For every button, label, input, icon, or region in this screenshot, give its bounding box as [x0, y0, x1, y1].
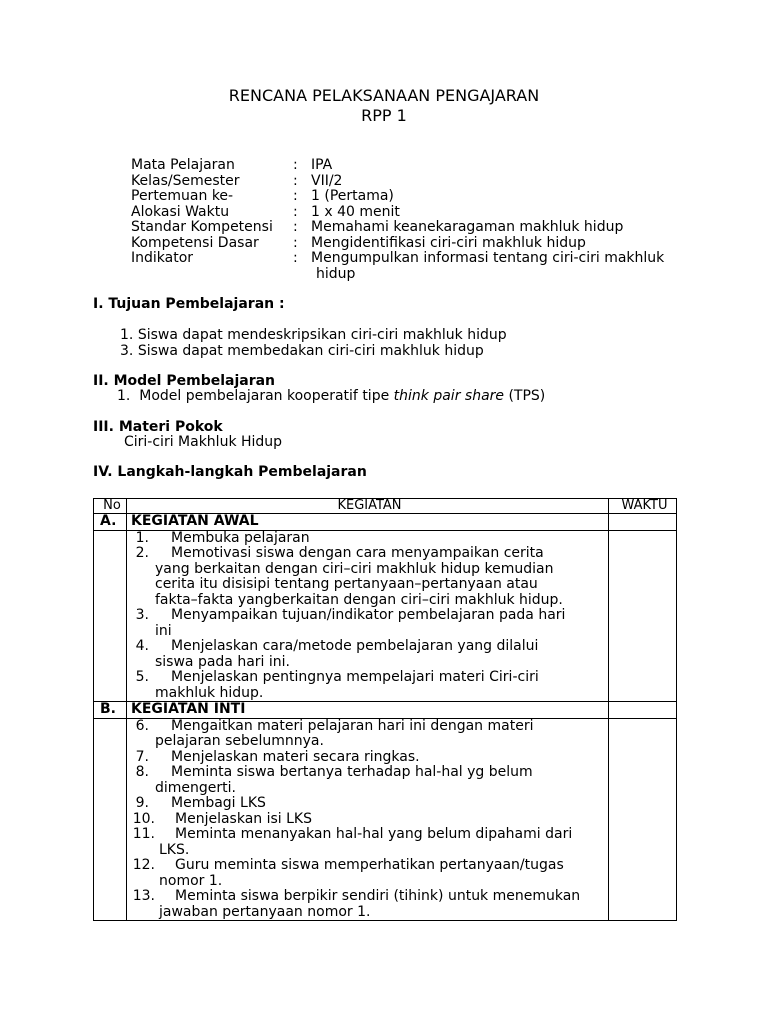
list-number: 11. [132, 826, 155, 842]
info-colon: : [293, 203, 298, 220]
list-text-line: cerita itu disisipi tentang pertanyaan–pertanyaan atau [155, 576, 538, 592]
list-text [159, 812, 608, 828]
section-heading-model: II. Model Pembelajaran [93, 373, 276, 389]
header-waktu: WAKTU [609, 499, 677, 514]
list-text: Siswa dapat membedakan ciri-ciri makhluk hidup [137, 343, 484, 359]
section-heading-tujuan: I. Tujuan Pembelajaran : [93, 296, 285, 312]
table-row [94, 702, 677, 719]
info-colon: : [293, 188, 298, 204]
list-text [155, 719, 608, 750]
list-number: 7. [135, 748, 149, 765]
list-item [131, 531, 608, 547]
info-row [131, 251, 671, 282]
row-waktu [609, 702, 677, 719]
list-text [155, 670, 608, 701]
materi-text: Ciri-ciri Makhluk Hidup [124, 434, 283, 450]
list-item [120, 328, 507, 344]
list-item [131, 670, 608, 701]
document-subtitle: RPP 1 [361, 106, 407, 125]
list-item [131, 546, 608, 608]
list-item [120, 344, 484, 360]
list-text-line: Meminta siswa berpikir sendiri (tihink) untuk menemukan [175, 888, 581, 904]
row-no [94, 718, 127, 921]
list-text-line: Guru meminta siswa memperhatikan pertanyaan/tugas [175, 857, 564, 873]
info-colon: : [293, 219, 298, 235]
table-row [94, 718, 677, 921]
list-text [155, 546, 608, 608]
list-text-italic: think pair share [393, 388, 505, 404]
list-number: 12. [132, 857, 155, 873]
info-key: Kelas/Semester [131, 172, 240, 189]
list-text [159, 858, 608, 889]
row-no [94, 530, 127, 702]
list-text [159, 889, 608, 920]
list-text-line: Meminta siswa bertanya terhadap hal-hal yg belum [171, 764, 533, 780]
info-colon: : [293, 250, 298, 266]
activity-list [127, 530, 609, 702]
list-number: 8. [135, 764, 149, 780]
list-text-line: nomor 1. [159, 872, 223, 889]
list-text: Siswa dapat mendeskripsikan ciri-ciri makhluk hidup [137, 327, 507, 343]
list-text-line: makhluk hidup. [155, 684, 264, 701]
info-value: 1 x 40 menit [311, 203, 400, 220]
list-text [155, 796, 608, 812]
activity-table [93, 498, 677, 921]
info-value: 1 (Pertama) [311, 188, 394, 204]
table-header-row [94, 499, 677, 514]
list-text-line: yang berkaitan dengan ciri–ciri makhluk hidup kemudian [155, 560, 554, 577]
list-text [155, 639, 608, 670]
row-section-title: KEGIATAN INTI [127, 702, 609, 719]
list-item [117, 389, 545, 405]
list-item [131, 719, 608, 750]
row-no: A. [94, 514, 127, 531]
row-waktu [609, 514, 677, 531]
list-number: 13. [132, 888, 155, 904]
list-text-line: fakta–fakta yangberkaitan dengan ciri–ciri makhluk hidup. [155, 591, 563, 608]
info-value-line: Mengumpulkan informasi tentang ciri-ciri makhluk [311, 250, 665, 266]
list-number: 1. [120, 327, 134, 343]
list-text: (TPS) [504, 388, 546, 404]
list-text [155, 531, 608, 547]
row-section-title: KEGIATAN AWAL [127, 514, 609, 531]
info-colon: : [293, 234, 298, 251]
info-row [131, 220, 671, 236]
info-value: VII/2 [311, 172, 343, 189]
list-text-line: Mengaitkan materi pelajaran hari ini dengan materi [171, 717, 534, 734]
info-key: Standar Kompetensi [131, 219, 273, 235]
row-waktu [609, 530, 677, 702]
list-text-line: siswa pada hari ini. [155, 653, 290, 670]
info-value: Memahami keanekaragaman makhluk hidup [311, 219, 624, 235]
list-text-line: pelajaran sebelumnnya. [155, 733, 324, 749]
list-number: 10. [132, 810, 155, 827]
list-number: 6. [135, 717, 149, 734]
list-text-line: dimengerti. [155, 779, 236, 796]
table-row [94, 530, 677, 702]
list-text-line: Menjelaskan materi secara ringkas. [171, 748, 420, 765]
info-key: Mata Pelajaran [131, 157, 235, 173]
list-text [155, 608, 608, 639]
list-item [131, 608, 608, 639]
list-item [131, 812, 608, 828]
list-item [131, 750, 608, 766]
info-row [131, 189, 671, 205]
list-number: 1. [117, 388, 131, 404]
list-item [131, 796, 608, 812]
list-number: 9. [135, 795, 149, 811]
list-item [131, 639, 608, 670]
list-text-line: Memotivasi siswa dengan cara menyampaikan cerita [171, 545, 544, 561]
list-number: 4. [135, 638, 149, 654]
list-text-line: Membuka pelajaran [171, 529, 310, 546]
row-no: B. [94, 702, 127, 719]
info-value-line: hidup [316, 265, 356, 282]
section-heading-langkah: IV. Langkah-langkah Pembelajaran [93, 464, 367, 480]
list-text-line: ini [155, 622, 172, 639]
info-key: Alokasi Waktu [131, 203, 230, 220]
info-value: IPA [311, 157, 333, 173]
table-row [94, 514, 677, 531]
info-row [131, 158, 671, 174]
list-text-line: jawaban pertanyaan nomor 1. [159, 903, 371, 920]
header-kegiatan: KEGIATAN [127, 499, 609, 514]
info-key: Indikator [131, 250, 194, 266]
info-key: Pertemuan ke- [131, 188, 234, 204]
header-no: No [94, 499, 127, 514]
list-text: Model pembelajaran kooperatif tipe [139, 388, 394, 404]
info-row [131, 174, 671, 190]
list-text-line: Menyampaikan tujuan/indikator pembelajaran pada hari [171, 607, 566, 623]
list-number: 3. [135, 607, 149, 623]
list-text-line: Menjelaskan pentingnya mempelajari materi Ciri-ciri [171, 669, 539, 685]
list-text-line: Menjelaskan cara/metode pembelajaran yang dilalui [171, 638, 539, 654]
info-colon: : [293, 172, 298, 189]
info-colon: : [293, 157, 298, 173]
info-key: Kompetensi Dasar [131, 234, 259, 251]
list-number: 1. [135, 529, 149, 546]
list-text [159, 827, 608, 858]
list-item [131, 827, 608, 858]
list-item [131, 858, 608, 889]
list-text-line: Meminta menanyakan hal-hal yang belum dipahami dari [175, 826, 573, 842]
row-waktu [609, 718, 677, 921]
identity-info [131, 158, 671, 282]
list-item [131, 889, 608, 920]
list-text-line: Menjelaskan isi LKS [175, 810, 312, 827]
list-text-line: LKS. [159, 841, 190, 858]
section-heading-materi: III. Materi Pokok [93, 419, 223, 435]
list-text-line: Membagi LKS [171, 795, 266, 811]
list-item [131, 765, 608, 796]
activity-list [127, 718, 609, 921]
list-number: 3. [120, 343, 134, 359]
list-number: 5. [135, 669, 149, 685]
list-number: 2. [135, 545, 149, 561]
info-row [131, 205, 671, 221]
list-text [155, 765, 608, 796]
document-title: RENCANA PELAKSANAAN PENGAJARAN [228, 86, 540, 105]
list-text [155, 750, 608, 766]
info-row [131, 236, 671, 252]
info-value: Mengidentifikasi ciri-ciri makhluk hidup [311, 234, 586, 251]
info-value [311, 251, 671, 282]
